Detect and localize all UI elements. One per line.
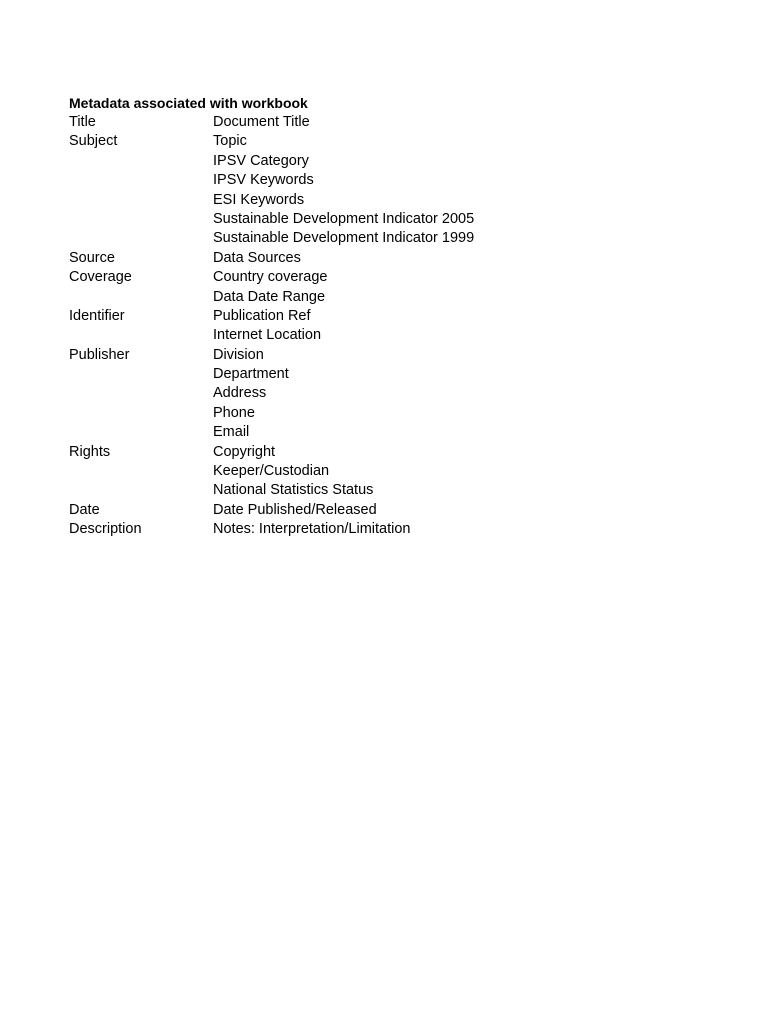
table-row [69, 404, 709, 423]
row-label: Identifier [69, 307, 125, 324]
table-row [69, 423, 709, 442]
row-label [69, 229, 213, 248]
row-label [69, 191, 213, 210]
row-label [69, 171, 213, 190]
table-row [69, 210, 709, 229]
row-label: Date [69, 501, 100, 518]
row-label: Coverage [69, 269, 132, 286]
row-value: Publication Ref [213, 307, 311, 324]
row-label: Title [69, 114, 96, 130]
row-label [69, 152, 213, 171]
row-value: Department [213, 366, 289, 383]
row-value: IPSV Category [213, 152, 309, 169]
table-row [69, 462, 709, 481]
row-label: Source [69, 249, 115, 266]
table-row [69, 171, 709, 190]
row-label [69, 404, 213, 423]
metadata-table [69, 113, 709, 540]
table-row [69, 481, 709, 500]
row-value: IPSV Keywords [213, 172, 314, 189]
table-row [69, 229, 709, 248]
row-value: Data Date Range [213, 288, 326, 305]
table-row [69, 152, 709, 171]
table-row [69, 113, 709, 132]
row-value: Sustainable Development Indicator 2005 [213, 210, 475, 227]
row-label [69, 423, 213, 442]
row-label [69, 481, 213, 500]
row-label [69, 462, 213, 481]
row-value: Document Title [213, 114, 310, 130]
row-value: Address [213, 385, 267, 402]
table-row [69, 520, 709, 539]
table-row [69, 365, 709, 384]
table-row [69, 501, 709, 520]
table-row [69, 288, 709, 307]
table-row [69, 307, 709, 326]
row-value: Topic [213, 133, 247, 150]
table-row [69, 249, 709, 268]
row-label [69, 210, 213, 229]
row-label: Subject [69, 133, 118, 150]
row-label: Description [69, 521, 142, 538]
table-row [69, 191, 709, 210]
row-label [69, 365, 213, 384]
row-value: Date Published/Released [213, 501, 377, 518]
row-value: Copyright [213, 443, 276, 460]
table-row [69, 132, 709, 151]
row-value: Keeper/Custodian [213, 463, 330, 480]
row-value: Sustainable Development Indicator 1999 [213, 230, 475, 247]
row-value: ESI Keywords [213, 191, 305, 208]
row-value: National Statistics Status [213, 482, 374, 499]
row-value: Phone [213, 404, 255, 421]
metadata-sheet [69, 94, 709, 540]
table-row [69, 268, 709, 287]
row-label [69, 288, 213, 307]
row-value: Division [213, 346, 264, 363]
row-value: Country coverage [213, 269, 328, 286]
row-label: Rights [69, 443, 111, 460]
table-row [69, 326, 709, 345]
row-label [69, 326, 213, 345]
row-value: Data Sources [213, 249, 301, 266]
row-label [69, 384, 213, 403]
row-value: Internet Location [213, 327, 322, 344]
table-row [69, 384, 709, 403]
table-row [69, 443, 709, 462]
row-value: Notes: Interpretation/Limitation [213, 521, 411, 538]
row-value: Email [213, 424, 250, 441]
table-row [69, 346, 709, 365]
sheet-heading: Metadata associated with workbook [69, 95, 308, 111]
row-label: Publisher [69, 346, 130, 363]
